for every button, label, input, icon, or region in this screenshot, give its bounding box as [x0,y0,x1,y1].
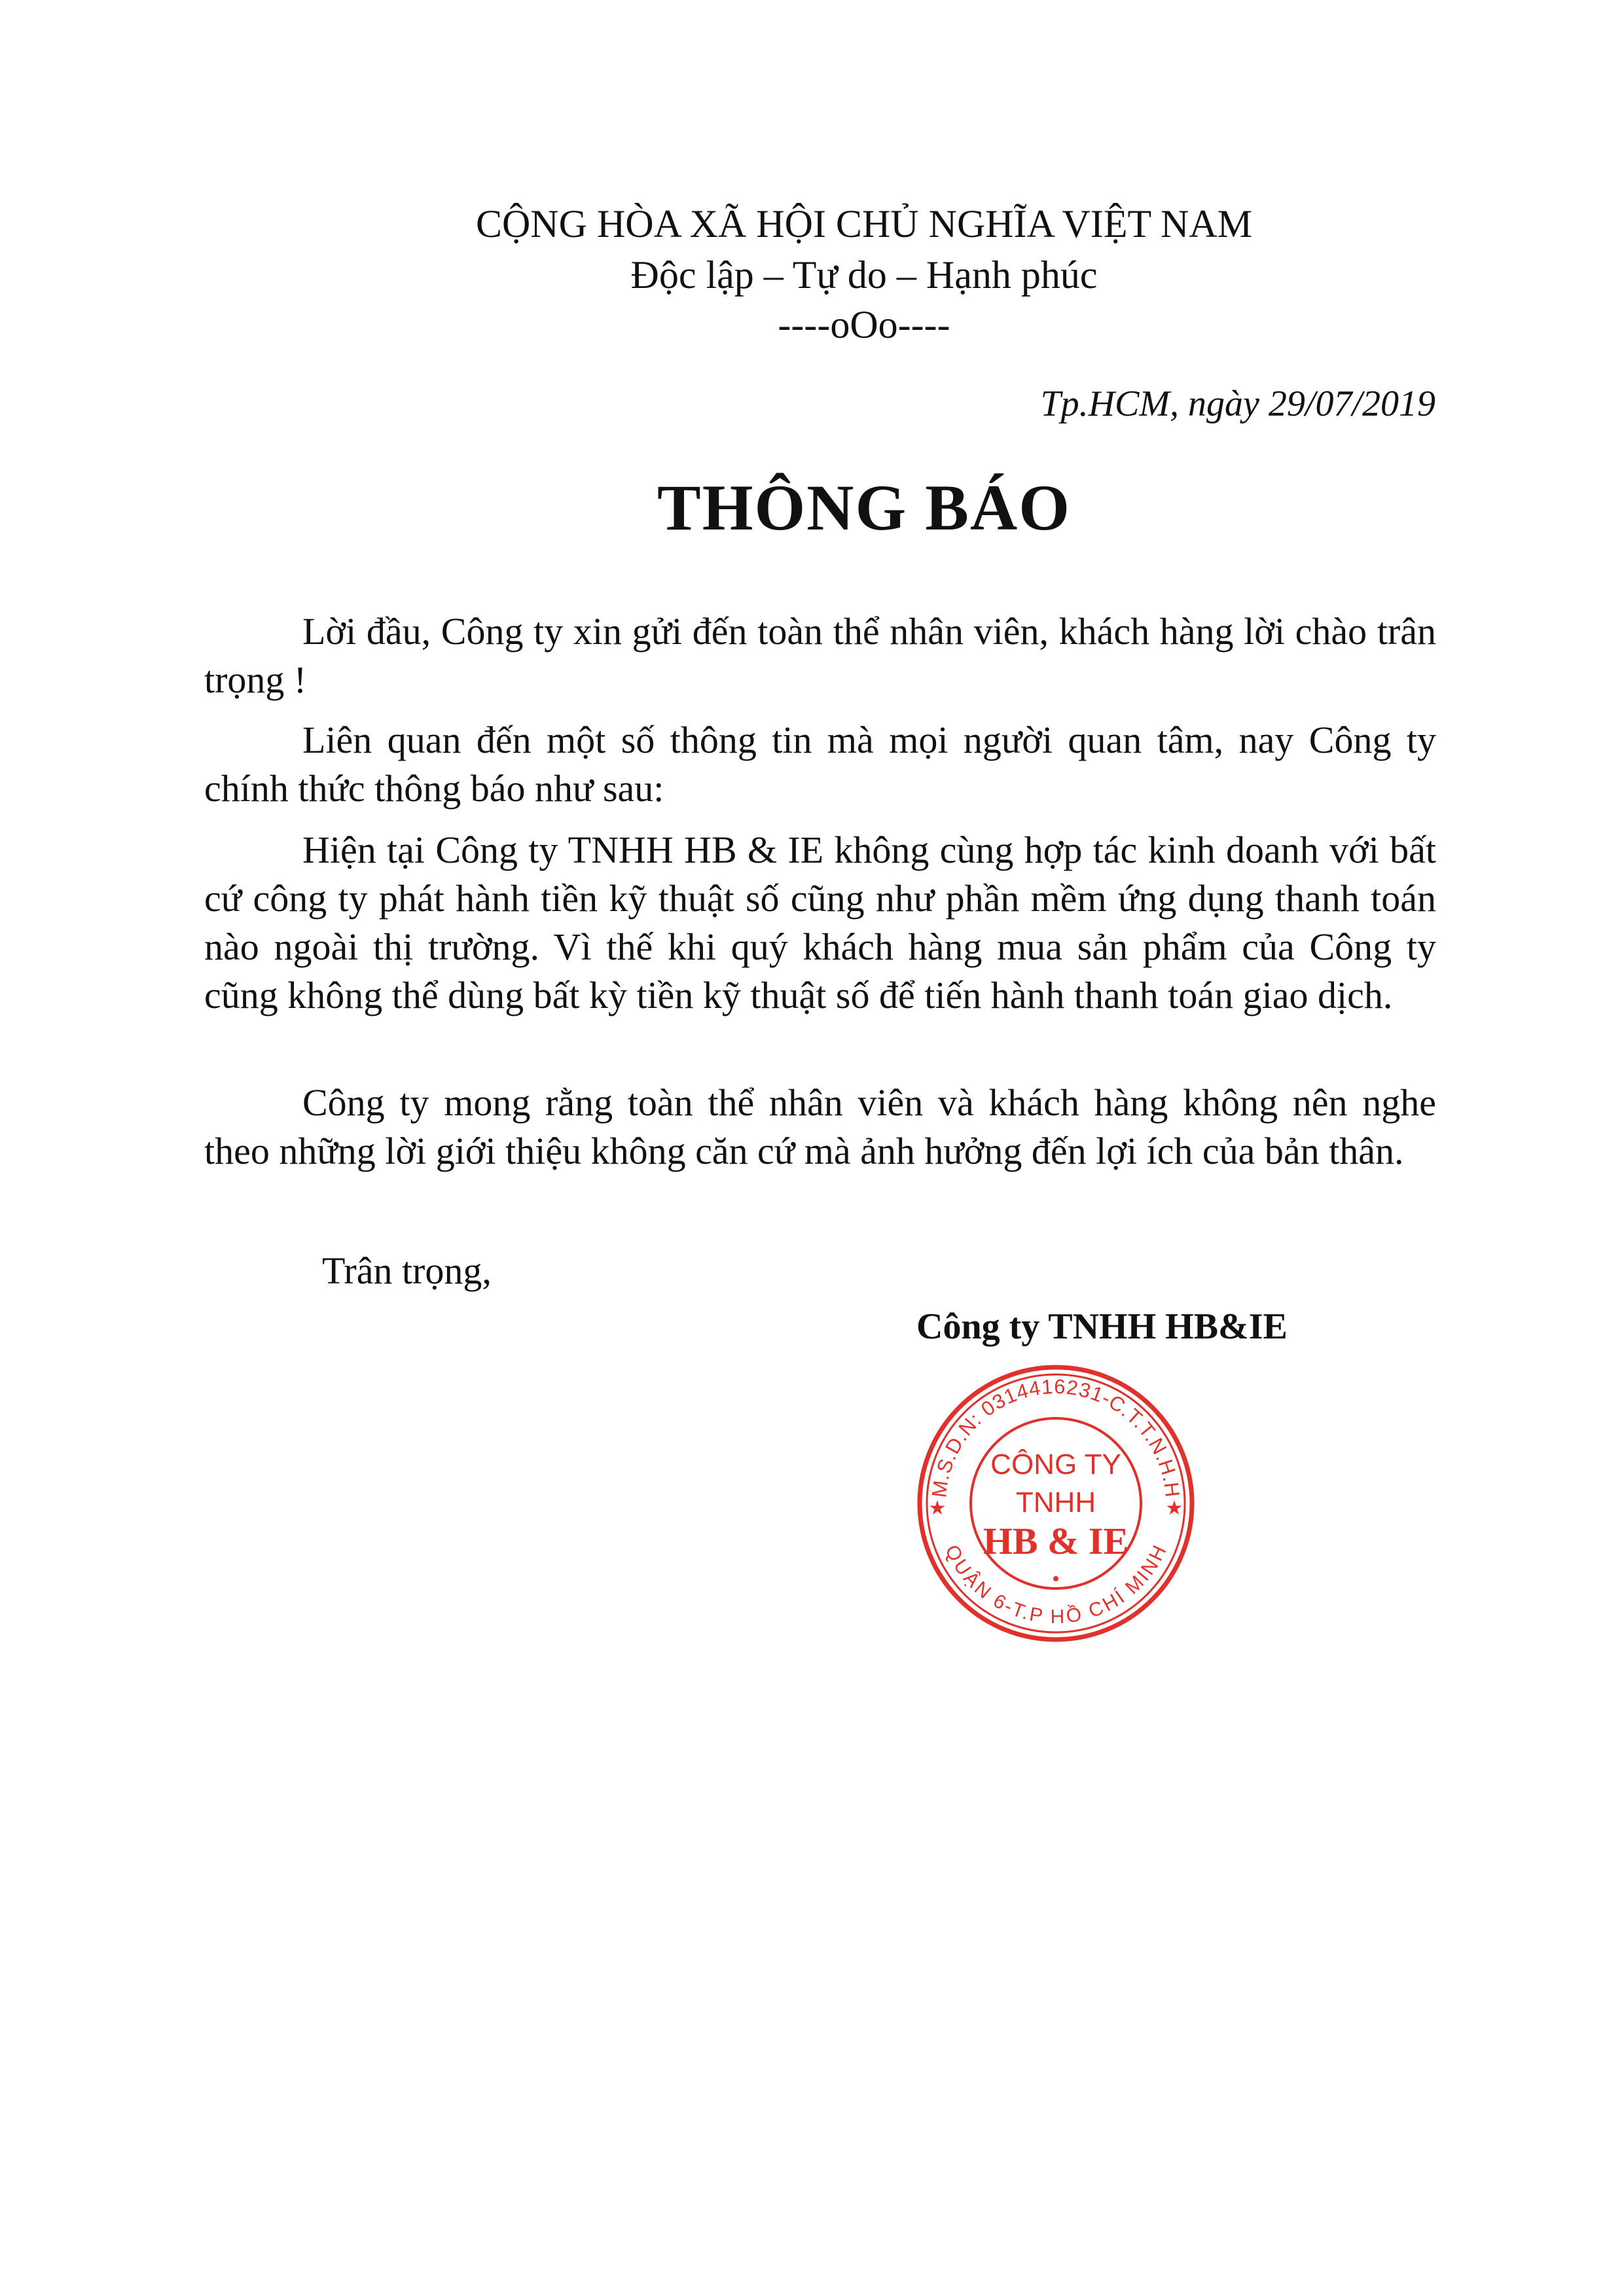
seal-ring-text: M.S.D.N: 0314416231-C.T.T.N.H.H [927,1374,1185,1499]
closing-salutation: Trân trọng, [322,1249,492,1292]
seal-star-right: ★ [1165,1498,1183,1519]
seal-center-line2: TNHH [1015,1486,1096,1518]
document-date: Tp.HCM, ngày 29/07/2019 [1040,384,1435,424]
seal-dot [1053,1576,1058,1581]
seal-ring-bottom-text: QUẬN 6-T.P HỒ CHÍ MINH [941,1541,1171,1628]
document-title: THÔNG BÁO [657,471,1071,544]
seal-star-left: ★ [928,1498,947,1519]
seal-center-line3: HB & IE [983,1520,1129,1562]
paragraph-intro: Liên quan đến một số thông tin mà mọi người quan tâm, nay Công ty chính thức thông báo như sau: [204,719,1436,810]
seal-center-line1: CÔNG TY [990,1448,1121,1480]
national-title: CỘNG HÒA XÃ HỘI CHỦ NGHĨA VIỆT NAM [475,202,1253,245]
national-motto: Độc lập – Tự do – Hạnh phúc [630,253,1098,296]
header-separator: ----oOo---- [778,303,950,346]
signature-company: Công ty TNHH HB&IE [916,1306,1288,1347]
paragraph-greeting: Lời đầu, Công ty xin gửi đến toàn thể nhân viên, khách hàng lời chào trân trọng ! [204,610,1436,701]
paragraph-advice: Công ty mong rằng toàn thể nhân viên và khách hàng không nên nghe theo những lời giới thiệu không căn cứ mà ảnh hưởng đến lợi ích của bản thân. [204,1081,1436,1172]
paragraph-announcement: Hiện tại Công ty TNHH HB & IE không cùng hợp tác kinh doanh với bất cứ công ty phát hành tiền kỹ thuật số cũng như phần mềm ứng dụng thanh toán nào ngoài thị trường. Vì thế khi quý khách hàng mua sản phẩm của Công ty cũng không thể dùng bất kỳ tiền kỹ thuật số để tiến hành thanh toán giao dịch. [204,829,1436,1016]
company-seal [915,1363,1197,1644]
